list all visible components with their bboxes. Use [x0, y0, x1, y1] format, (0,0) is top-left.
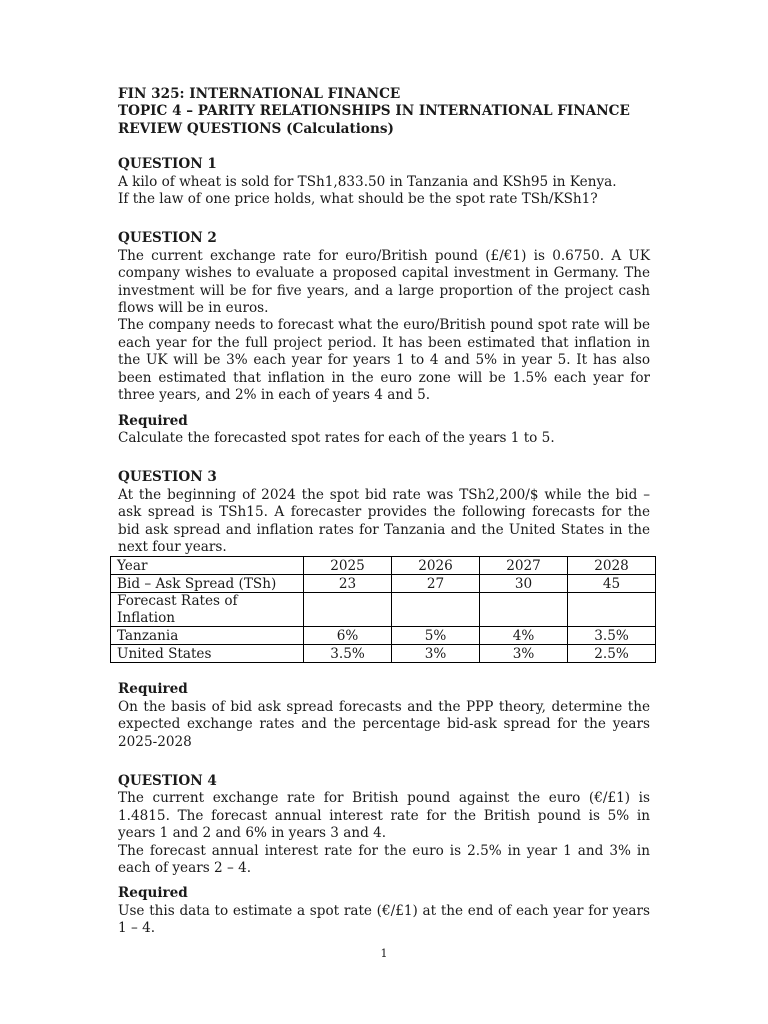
question-1-line-2: If the law of one price holds, what should be the spot rate TSh/KSh1?: [118, 191, 598, 208]
question-4-paragraph-1: The current exchange rate for British pound against the euro (€/£1) is 1.4815. The forecast annual interest rate for the British pound is 5% in years 1 and 2 and 6% in years 3 and 4.: [118, 790, 650, 842]
table-cell: 6%: [304, 627, 392, 645]
question-2-title: QUESTION 2: [118, 230, 217, 247]
table-cell: United States: [111, 645, 304, 663]
topic-title: TOPIC 4 – PARITY RELATIONSHIPS IN INTERNATIONAL FINANCE: [118, 103, 630, 120]
question-2-paragraph-1: The current exchange rate for euro/British pound (£/€1) is 0.6750. A UK company wishes to evaluate a proposed capital investment in Germany. The investment will be for five years, and a large proportion of the project cash flows will be in euros.: [118, 247, 650, 317]
table-cell: 30: [480, 575, 568, 593]
question-4-required-text: Use this data to estimate a spot rate (€/£1) at the end of each year for years 1 – 4.: [118, 902, 650, 937]
question-3: [118, 469, 650, 751]
table-cell: [304, 593, 392, 627]
table-cell: 2026: [392, 557, 480, 575]
table-cell: 2028: [568, 557, 656, 575]
question-3-paragraph-1: At the beginning of 2024 the spot bid rate was TSh2,200/$ while the bid – ask spread is TSh15. A forecaster provides the following forecasts for the bid ask spread and inflation rates for Tanzania and the United States in the next four years.: [118, 486, 650, 555]
table-row: [111, 645, 656, 663]
question-4-title: QUESTION 4: [118, 772, 217, 789]
table-cell: 45: [568, 575, 656, 593]
table-row: [111, 575, 656, 593]
table-cell: 3.5%: [568, 627, 656, 645]
table-cell: [568, 593, 656, 627]
table-cell: [480, 593, 568, 627]
document-body: [118, 86, 650, 938]
course-title: FIN 325: INTERNATIONAL FINANCE: [118, 86, 401, 102]
question-4: [118, 773, 650, 938]
table-cell: 2025: [304, 557, 392, 575]
table-cell: 3%: [480, 645, 568, 663]
table-cell: 3%: [392, 645, 480, 663]
table-cell: 5%: [392, 627, 480, 645]
table-cell: 2027: [480, 557, 568, 575]
table-row: [111, 557, 656, 575]
table-cell: 23: [304, 575, 392, 593]
table-row: [111, 593, 656, 627]
question-3-required-text: On the basis of bid ask spread forecasts and the PPP theory, determine the expected exchange rates and the percentage bid-ask spread for the years 2025-2028: [118, 698, 650, 750]
table-row: [111, 627, 656, 645]
table-cell: Year: [111, 557, 304, 575]
question-2-required-text: Calculate the forecasted spot rates for each of the years 1 to 5.: [118, 429, 555, 446]
table-cell: 4%: [480, 627, 568, 645]
question-2: [118, 230, 650, 447]
table-cell: 27: [392, 575, 480, 593]
forecast-table: [110, 556, 656, 663]
table-cell: [392, 593, 480, 627]
question-3-title: QUESTION 3: [118, 469, 217, 486]
table-cell: Tanzania: [111, 627, 304, 645]
page-number: 1: [380, 947, 388, 960]
question-1: [118, 156, 650, 208]
table-cell: 2.5%: [568, 645, 656, 663]
question-3-required-label: Required: [118, 681, 188, 698]
question-4-required-label: Required: [118, 885, 188, 902]
question-2-required-label: Required: [118, 412, 188, 429]
table-cell: 3.5%: [304, 645, 392, 663]
question-1-title: QUESTION 1: [118, 156, 217, 173]
question-1-line-1: A kilo of wheat is sold for TSh1,833.50 in Tanzania and KSh95 in Kenya.: [118, 173, 617, 190]
question-2-paragraph-2: The company needs to forecast what the euro/British pound spot rate will be each year for the full project period. It has been estimated that inflation in the UK will be 3% each year for years 1 to 4 and 5% in year 5. It has also been estimated that inflation in the euro zone will be 1.5% each year for three years, and 2% in each of years 4 and 5.: [118, 317, 650, 404]
table-cell: Forecast Rates of Inflation: [111, 593, 304, 627]
table-cell: Bid – Ask Spread (TSh): [111, 575, 304, 593]
question-4-paragraph-2: The forecast annual interest rate for the euro is 2.5% in year 1 and 3% in each of years 2 – 4.: [118, 842, 650, 876]
review-title: REVIEW QUESTIONS (Calculations): [118, 120, 394, 137]
